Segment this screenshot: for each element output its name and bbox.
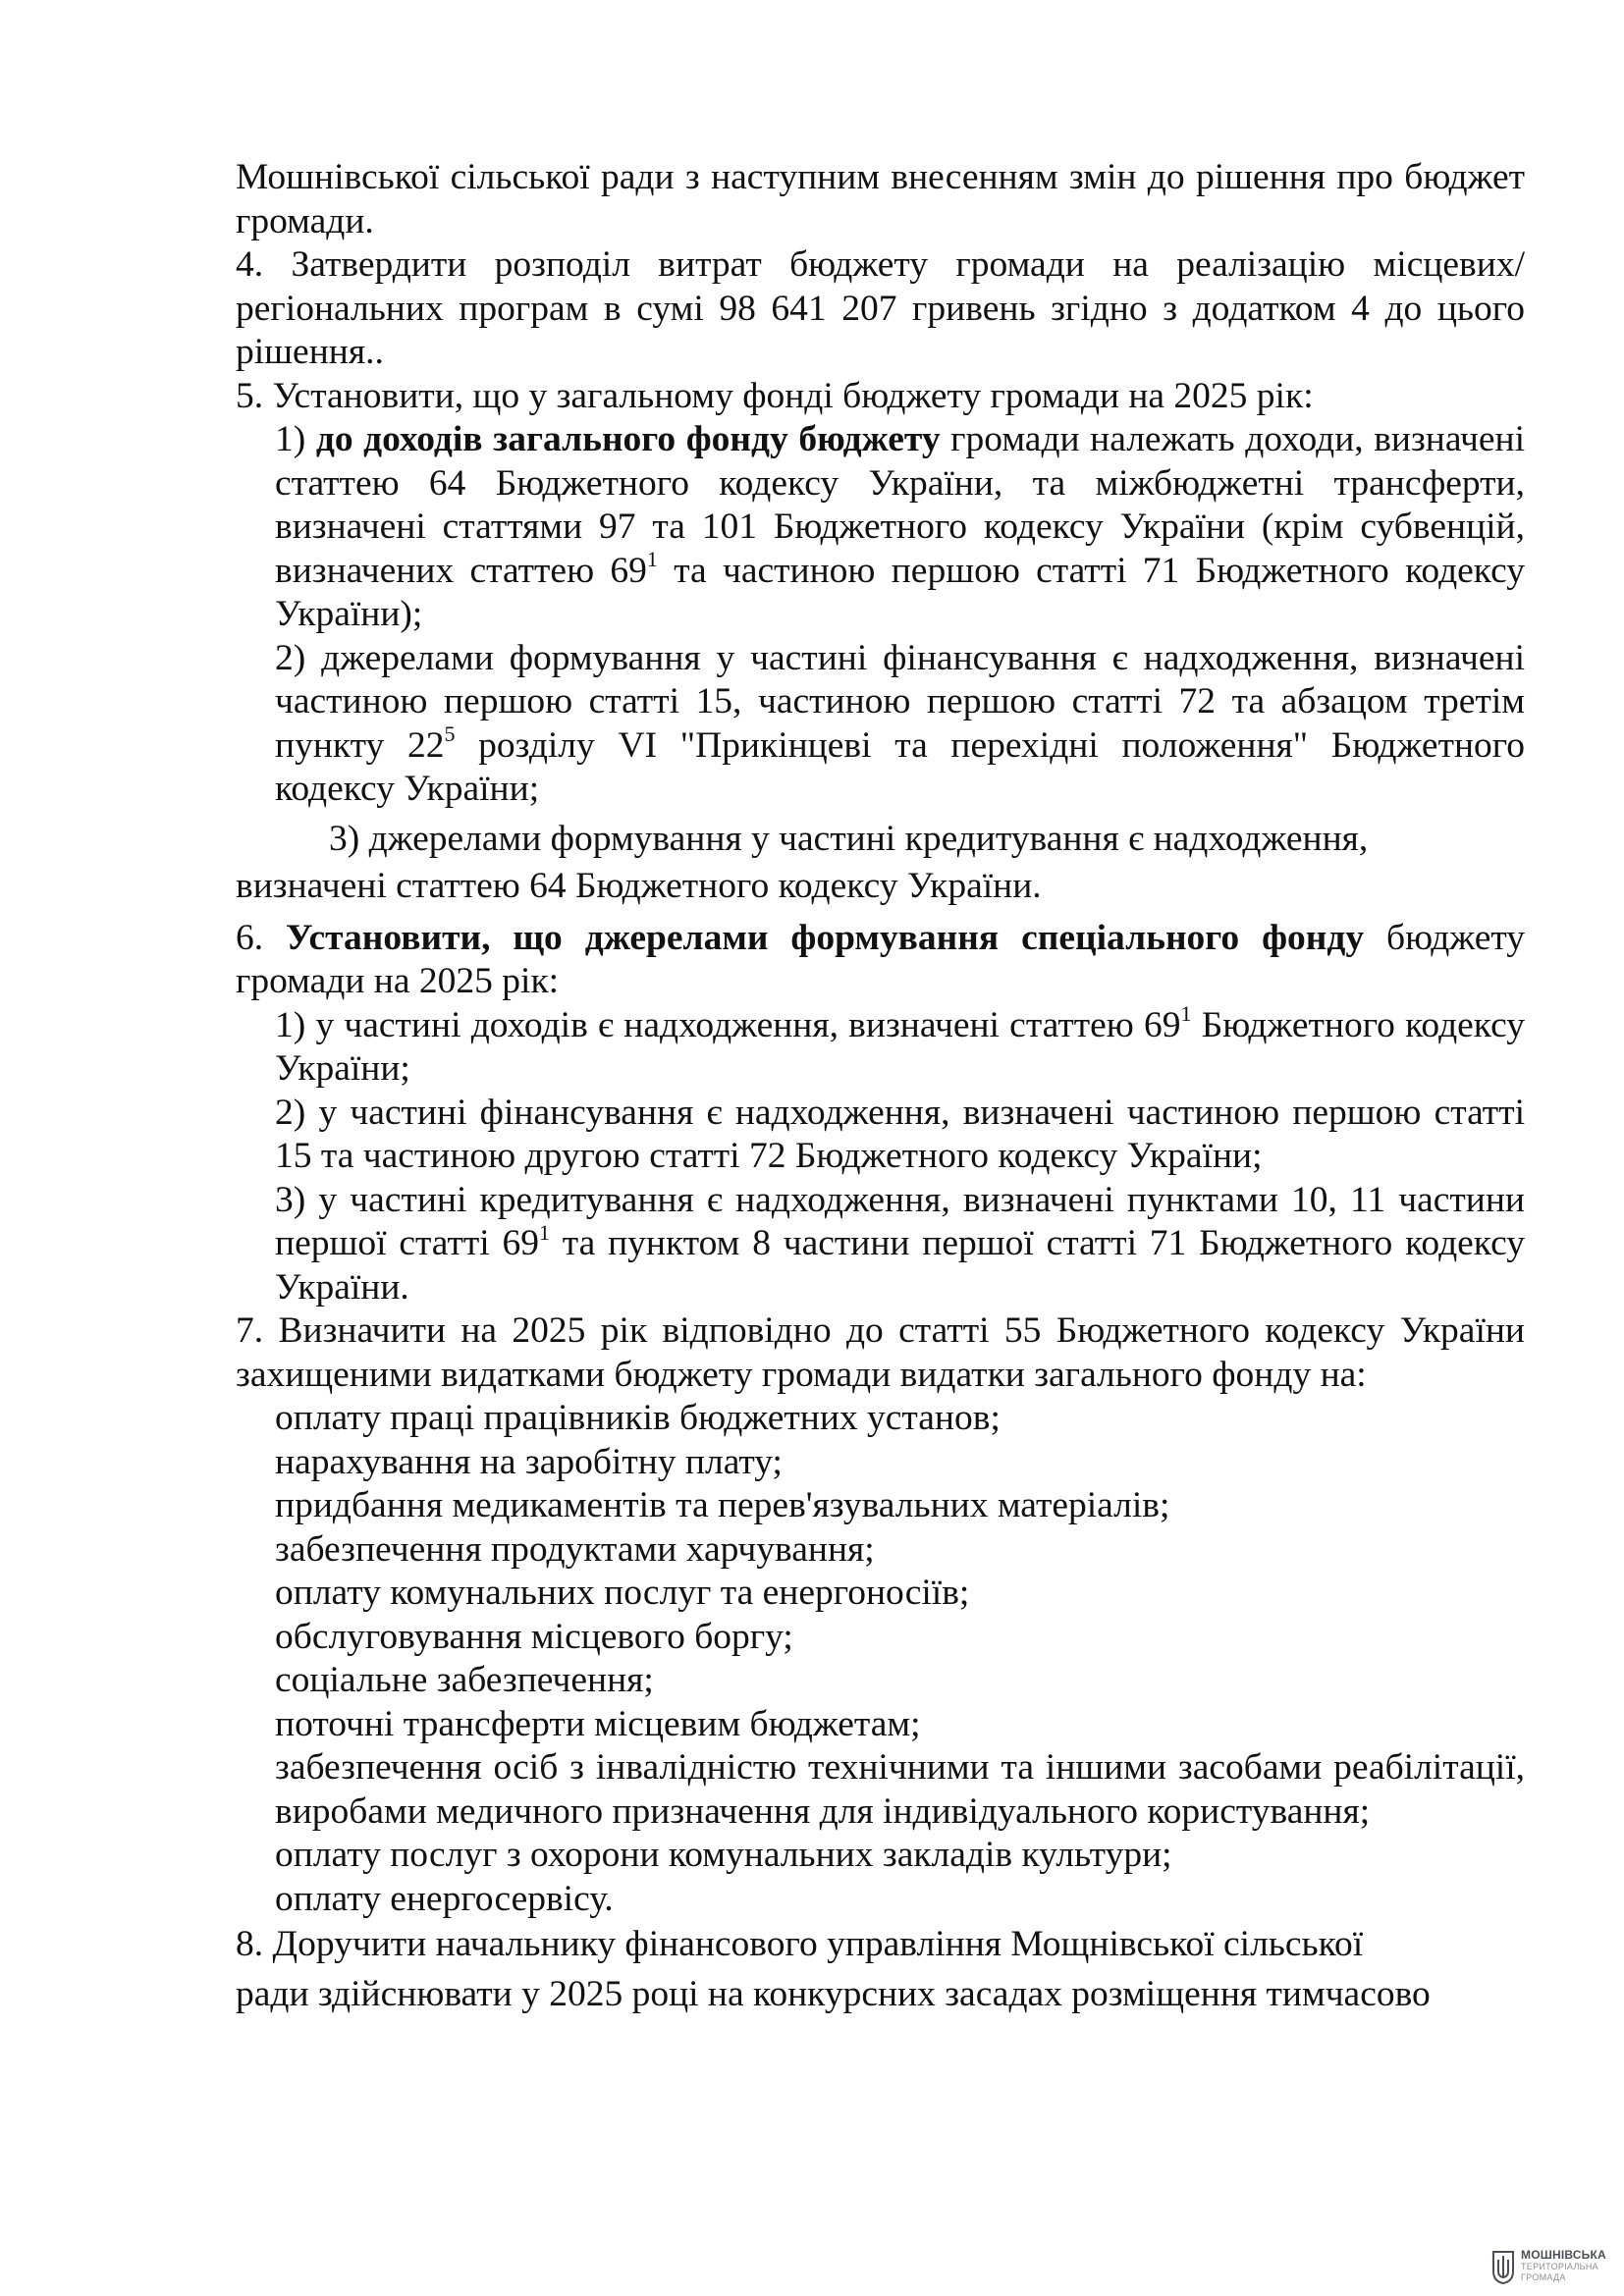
trident-emblem-icon: [1490, 2250, 1516, 2285]
paragraph-5: 5. Установити, що у загальному фонді бюджету громади на 2025 рік:: [236, 375, 1314, 416]
superscript: 1: [1180, 1001, 1192, 1026]
paragraph-5-item-2: 2) джерелами формування у частині фінансування є надходження, визначені частиною першою статті 15, частиною першою статті 72 та абзацом третім пункту $22^5$ розділу VI "Прикінцеві та перехідні положення" Бюджетного кодексу України;: [275, 637, 1525, 809]
paragraph-8-line2: ради здійснювати у 2025 році на конкурсних засадах розміщення тимчасово: [236, 1973, 1431, 2014]
item-number: 1): [275, 419, 306, 459]
paragraph-4: 4. Затвердити розподіл витрат бюджету громади на реалізацію місцевих/регіональних програм в сумі 98 641 207 гривень згідно з додатком 4 до цього рішення..: [236, 244, 1525, 372]
paragraph-6-item-3: 3) у частині кредитування є надходження, визначені пунктами 10, 11 частини першої статті $69^1$ та пунктом 8 частини першої статті 71 Бюджетного кодексу України.: [275, 1179, 1525, 1308]
list-item: оплату послуг з охорони комунальних закладів культури;: [275, 1835, 1172, 1875]
logo-subtitle-2: ГРОМАДА: [1521, 2272, 1566, 2282]
superscript: 5: [444, 721, 456, 746]
paragraph-5-item-1: 1) до доходів загального фонду бюджету громади належать доходи, визначені статтею 64 Бюджетного кодексу України, та міжбюджетні трансферти, визначені статтями 97 та 101 Бюджетного кодексу України (крім субвенцій, визначених статтею $69^1$ та частиною першою статті 71 Бюджетного кодексу України);: [275, 419, 1526, 634]
bold-phrase: до доходів загального фонду бюджету: [315, 419, 941, 459]
list-item: поточні трансферти місцевим бюджетам;: [275, 1703, 921, 1744]
list-item: забезпечення осіб з інвалідністю технічними та іншими засобами реабілітації, виробами медичного призначення для індивідуального користування;: [275, 1747, 1525, 1832]
paragraph-intro: Мошнівської сільської ради з наступним внесенням змін до рішення про бюджет громади.: [236, 157, 1525, 241]
paragraph-5-item-3-line1: 3) джерелами формування у частині кредитування є надходження,: [329, 818, 1369, 859]
protected-expenses-list: [236, 1397, 1525, 1921]
superscript: 1: [539, 1219, 550, 1245]
list-item: обслуговування місцевого боргу;: [275, 1616, 793, 1657]
superscript: 1: [646, 547, 658, 571]
bold-phrase: Установити, що джерелами формування спеціального фонду: [286, 917, 1365, 958]
paragraph-7: 7. Визначити на 2025 рік відповідно до статті 55 Бюджетного кодексу України захищеними видатками бюджету громади видатки загального фонду на:: [236, 1310, 1525, 1395]
list-item: нарахування на заробітну плату;: [275, 1441, 783, 1482]
paragraph-6: 6. Установити, що джерелами формування спеціального фонду бюджету громади на 2025 рік:: [236, 917, 1525, 1001]
list-item: оплату енергосервісу.: [275, 1878, 614, 1919]
list-item: оплату комунальних послуг та енергоносіїв;: [275, 1573, 970, 1613]
list-item: придбання медикаментів та перев'язувальних матеріалів;: [275, 1485, 1170, 1525]
paragraph-8-line1: 8. Доручити начальнику фінансового управління Мощнівської сільської: [236, 1924, 1364, 1964]
logo-title: МОШНІВСЬКА: [1521, 2248, 1606, 2262]
community-logo: [1490, 2249, 1613, 2288]
paragraph-6-item-1: 1) у частині доходів є надходження, визначені статтею $69^1$ Бюджетного кодексу України;: [275, 1001, 1525, 1089]
list-item: забезпечення продуктами харчування;: [275, 1528, 875, 1570]
document-body: [236, 156, 1525, 2016]
logo-subtitle: ТЕРИТОРІАЛЬНА: [1521, 2262, 1598, 2271]
list-item: оплату праці працівників бюджетних установ;: [275, 1398, 1001, 1438]
logo-wordmark: [1521, 2249, 1606, 2283]
paragraph-6-item-2: 2) у частині фінансування є надходження, визначені частиною першою статті 15 та частиною другою статті 72 Бюджетного кодексу України;: [275, 1092, 1525, 1176]
list-item: соціальне забезпечення;: [275, 1660, 654, 1700]
paragraph-5-item-3-line2: визначені статтею 64 Бюджетного кодексу України.: [236, 866, 1042, 906]
